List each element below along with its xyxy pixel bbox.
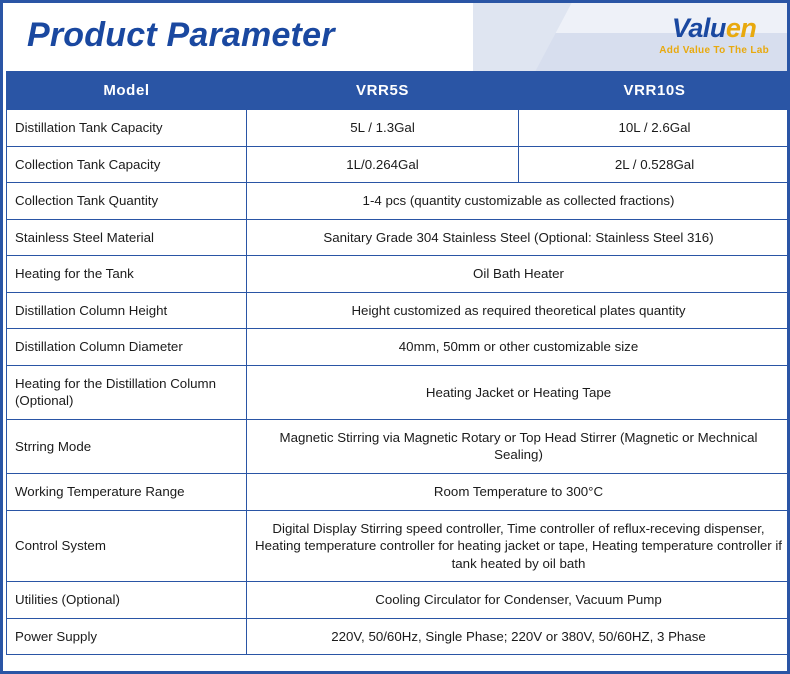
spec-value-merged: Room Temperature to 300°C — [247, 474, 790, 511]
column-header-vrr10s: VRR10S — [519, 72, 790, 110]
spec-table-head — [7, 72, 790, 110]
logo-word-main: Valu — [671, 13, 726, 43]
spec-value-merged: Magnetic Stirring via Magnetic Rotary or Top Head Stirrer (Magnetic or Mechnical Sealing) — [247, 419, 790, 473]
logo-wordmark — [659, 15, 769, 42]
table-row — [7, 365, 790, 419]
spec-label: Control System — [7, 510, 247, 582]
spec-label: Utilities (Optional) — [7, 582, 247, 619]
table-row — [7, 329, 790, 366]
page-title: Product Parameter — [27, 16, 335, 54]
spec-label: Collection Tank Quantity — [7, 183, 247, 220]
spec-label: Stainless Steel Material — [7, 219, 247, 256]
spec-label: Distillation Column Diameter — [7, 329, 247, 366]
table-row — [7, 110, 790, 147]
spec-value: 2L / 0.528Gal — [519, 146, 790, 183]
table-row — [7, 183, 790, 220]
spec-value-merged: Oil Bath Heater — [247, 256, 790, 293]
logo-tagline: Add Value To The Lab — [659, 45, 769, 56]
spec-value-merged: Heating Jacket or Heating Tape — [247, 365, 790, 419]
spec-label: Strring Mode — [7, 419, 247, 473]
spec-label: Distillation Column Height — [7, 292, 247, 329]
spec-label: Heating for the Tank — [7, 256, 247, 293]
table-row — [7, 256, 790, 293]
spec-table-wrapper — [3, 71, 787, 655]
spec-value-merged: 220V, 50/60Hz, Single Phase; 220V or 380V, 50/60HZ, 3 Phase — [247, 618, 790, 655]
table-header-row — [7, 72, 790, 110]
spec-table — [6, 71, 790, 655]
spec-value-merged: Digital Display Stirring speed controller, Time controller of reflux-receving dispenser, Heating temperature controller for heating jacket or tape, Heating temperature controller if tank heated by oil bath — [247, 510, 790, 582]
table-row — [7, 474, 790, 511]
logo-word-accent: en — [725, 13, 757, 43]
table-row — [7, 510, 790, 582]
spec-value: 10L / 2.6Gal — [519, 110, 790, 147]
table-row — [7, 292, 790, 329]
spec-label: Heating for the Distillation Column (Optional) — [7, 365, 247, 419]
table-row — [7, 618, 790, 655]
table-row — [7, 219, 790, 256]
spec-label: Collection Tank Capacity — [7, 146, 247, 183]
page-header — [3, 3, 787, 71]
column-header-vrr5s: VRR5S — [247, 72, 519, 110]
spec-label: Working Temperature Range — [7, 474, 247, 511]
column-header-model: Model — [7, 72, 247, 110]
spec-value: 1L/0.264Gal — [247, 146, 519, 183]
spec-value-merged: 40mm, 50mm or other customizable size — [247, 329, 790, 366]
spec-label: Distillation Tank Capacity — [7, 110, 247, 147]
table-row — [7, 419, 790, 473]
brand-logo — [659, 15, 769, 56]
spec-value-merged: Height customized as required theoretical plates quantity — [247, 292, 790, 329]
table-row — [7, 582, 790, 619]
table-row — [7, 146, 790, 183]
spec-value-merged: 1-4 pcs (quantity customizable as collected fractions) — [247, 183, 790, 220]
spec-label: Power Supply — [7, 618, 247, 655]
spec-table-body — [7, 110, 790, 655]
spec-value: 5L / 1.3Gal — [247, 110, 519, 147]
spec-value-merged: Sanitary Grade 304 Stainless Steel (Optional: Stainless Steel 316) — [247, 219, 790, 256]
spec-value-merged: Cooling Circulator for Condenser, Vacuum Pump — [247, 582, 790, 619]
